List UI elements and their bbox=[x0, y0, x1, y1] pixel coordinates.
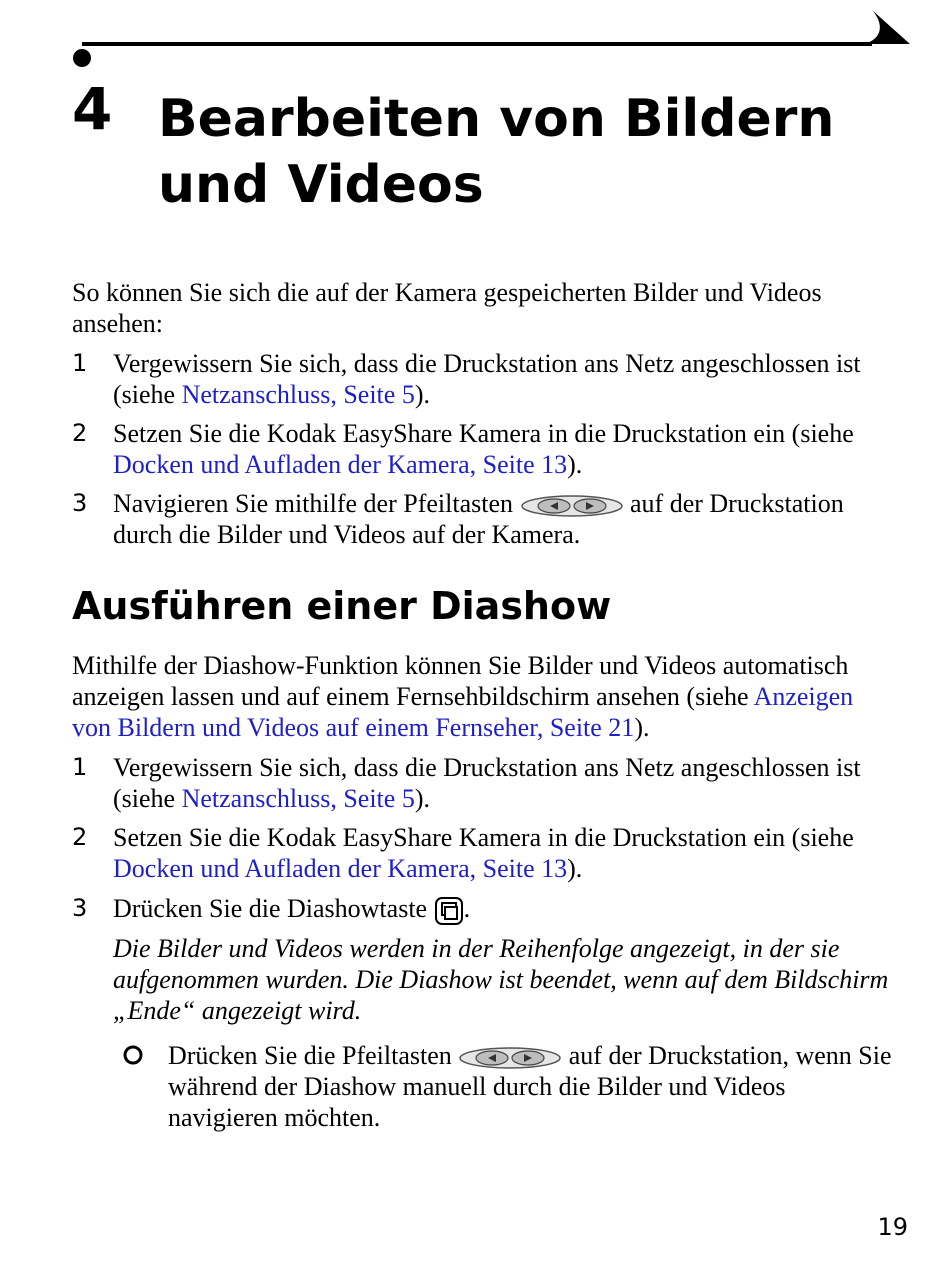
step-text-end: ). bbox=[567, 854, 583, 883]
chapter-title: Bearbeiten von Bildern und Videos bbox=[158, 89, 835, 215]
list-item bbox=[72, 893, 902, 927]
chapter-number: 4 bbox=[72, 75, 113, 143]
step-text-end: . bbox=[463, 894, 471, 923]
chapter-rule-arrow bbox=[68, 4, 913, 68]
step-text-end: ). bbox=[414, 784, 430, 813]
section-intro-end: ). bbox=[634, 713, 650, 742]
result-note: Die Bilder und Videos werden in der Reihenfolge angezeigt, in der sie aufgenommen wurden. Die Diashow ist beendet, wenn auf dem Bildschirm „Ende“ angezeigt wird. bbox=[113, 934, 889, 1025]
bullet-item bbox=[122, 1040, 902, 1136]
step-text: Setzen Sie die Kodak EasyShare Kamera in die Druckstation ein (siehe bbox=[113, 823, 854, 852]
list-item bbox=[72, 348, 902, 412]
bullet-text: Drücken Sie die Pfeiltasten bbox=[168, 1041, 452, 1070]
page-number: 19 bbox=[877, 1213, 908, 1241]
link-anzeigen[interactable]: Anzeigen von Bildern und Videos auf einem Fernseher, Seite 21 bbox=[72, 682, 854, 742]
section-intro bbox=[72, 650, 892, 743]
step-text: Setzen Sie die Kodak EasyShare Kamera in die Druckstation ein (siehe bbox=[113, 419, 854, 448]
step-number: 2 bbox=[72, 823, 88, 851]
list-item bbox=[72, 488, 902, 552]
link-docken[interactable]: Docken und Aufladen der Kamera, Seite 13 bbox=[113, 854, 568, 883]
step-text-end: auf der Druckstation durch die Bilder und Videos auf der Kamera. bbox=[113, 489, 844, 549]
step-text: Vergewissern Sie sich, dass die Druckstation ans Netz angeschlossen ist (siehe bbox=[113, 753, 861, 813]
list-item bbox=[72, 822, 902, 886]
step-text: Vergewissern Sie sich, dass die Druckstation ans Netz angeschlossen ist (siehe bbox=[113, 349, 861, 409]
link-netzanschluss[interactable]: Netzanschluss, Seite 5 bbox=[181, 380, 415, 409]
circle-bullet-icon bbox=[122, 1044, 144, 1066]
step-number: 1 bbox=[72, 753, 88, 781]
section-title: Ausführen einer Diashow bbox=[72, 584, 612, 628]
step-number: 3 bbox=[72, 894, 88, 922]
step-text-end: ). bbox=[414, 380, 430, 409]
intro-paragraph: So können Sie sich die auf der Kamera gespeicherten Bilder und Videos ansehen: bbox=[72, 278, 822, 338]
step-text-end: ). bbox=[567, 450, 583, 479]
list-item bbox=[72, 418, 902, 482]
step-number: 1 bbox=[72, 349, 88, 377]
link-netzanschluss[interactable]: Netzanschluss, Seite 5 bbox=[181, 784, 415, 813]
section-intro-text: Mithilfe der Diashow-Funktion können Sie Bilder und Videos automatisch anzeigen lassen und auf einem Fernsehbildschirm ansehen (siehe bbox=[72, 651, 849, 711]
bullet-text-end: auf der Druckstation, wenn Sie während der Diashow manuell durch die Bilder und Videos navigieren möchten. bbox=[168, 1041, 892, 1132]
step-number: 2 bbox=[72, 419, 88, 447]
step-text: Drücken Sie die Diashowtaste bbox=[113, 894, 428, 923]
step-text: Navigieren Sie mithilfe der Pfeiltasten bbox=[113, 489, 513, 518]
slideshow-button-icon bbox=[434, 896, 464, 926]
list-item bbox=[72, 752, 902, 816]
arrow-keys-icon bbox=[458, 1046, 562, 1070]
link-docken[interactable]: Docken und Aufladen der Kamera, Seite 13 bbox=[113, 450, 568, 479]
arrow-keys-icon bbox=[520, 494, 624, 518]
step-number: 3 bbox=[72, 489, 88, 517]
